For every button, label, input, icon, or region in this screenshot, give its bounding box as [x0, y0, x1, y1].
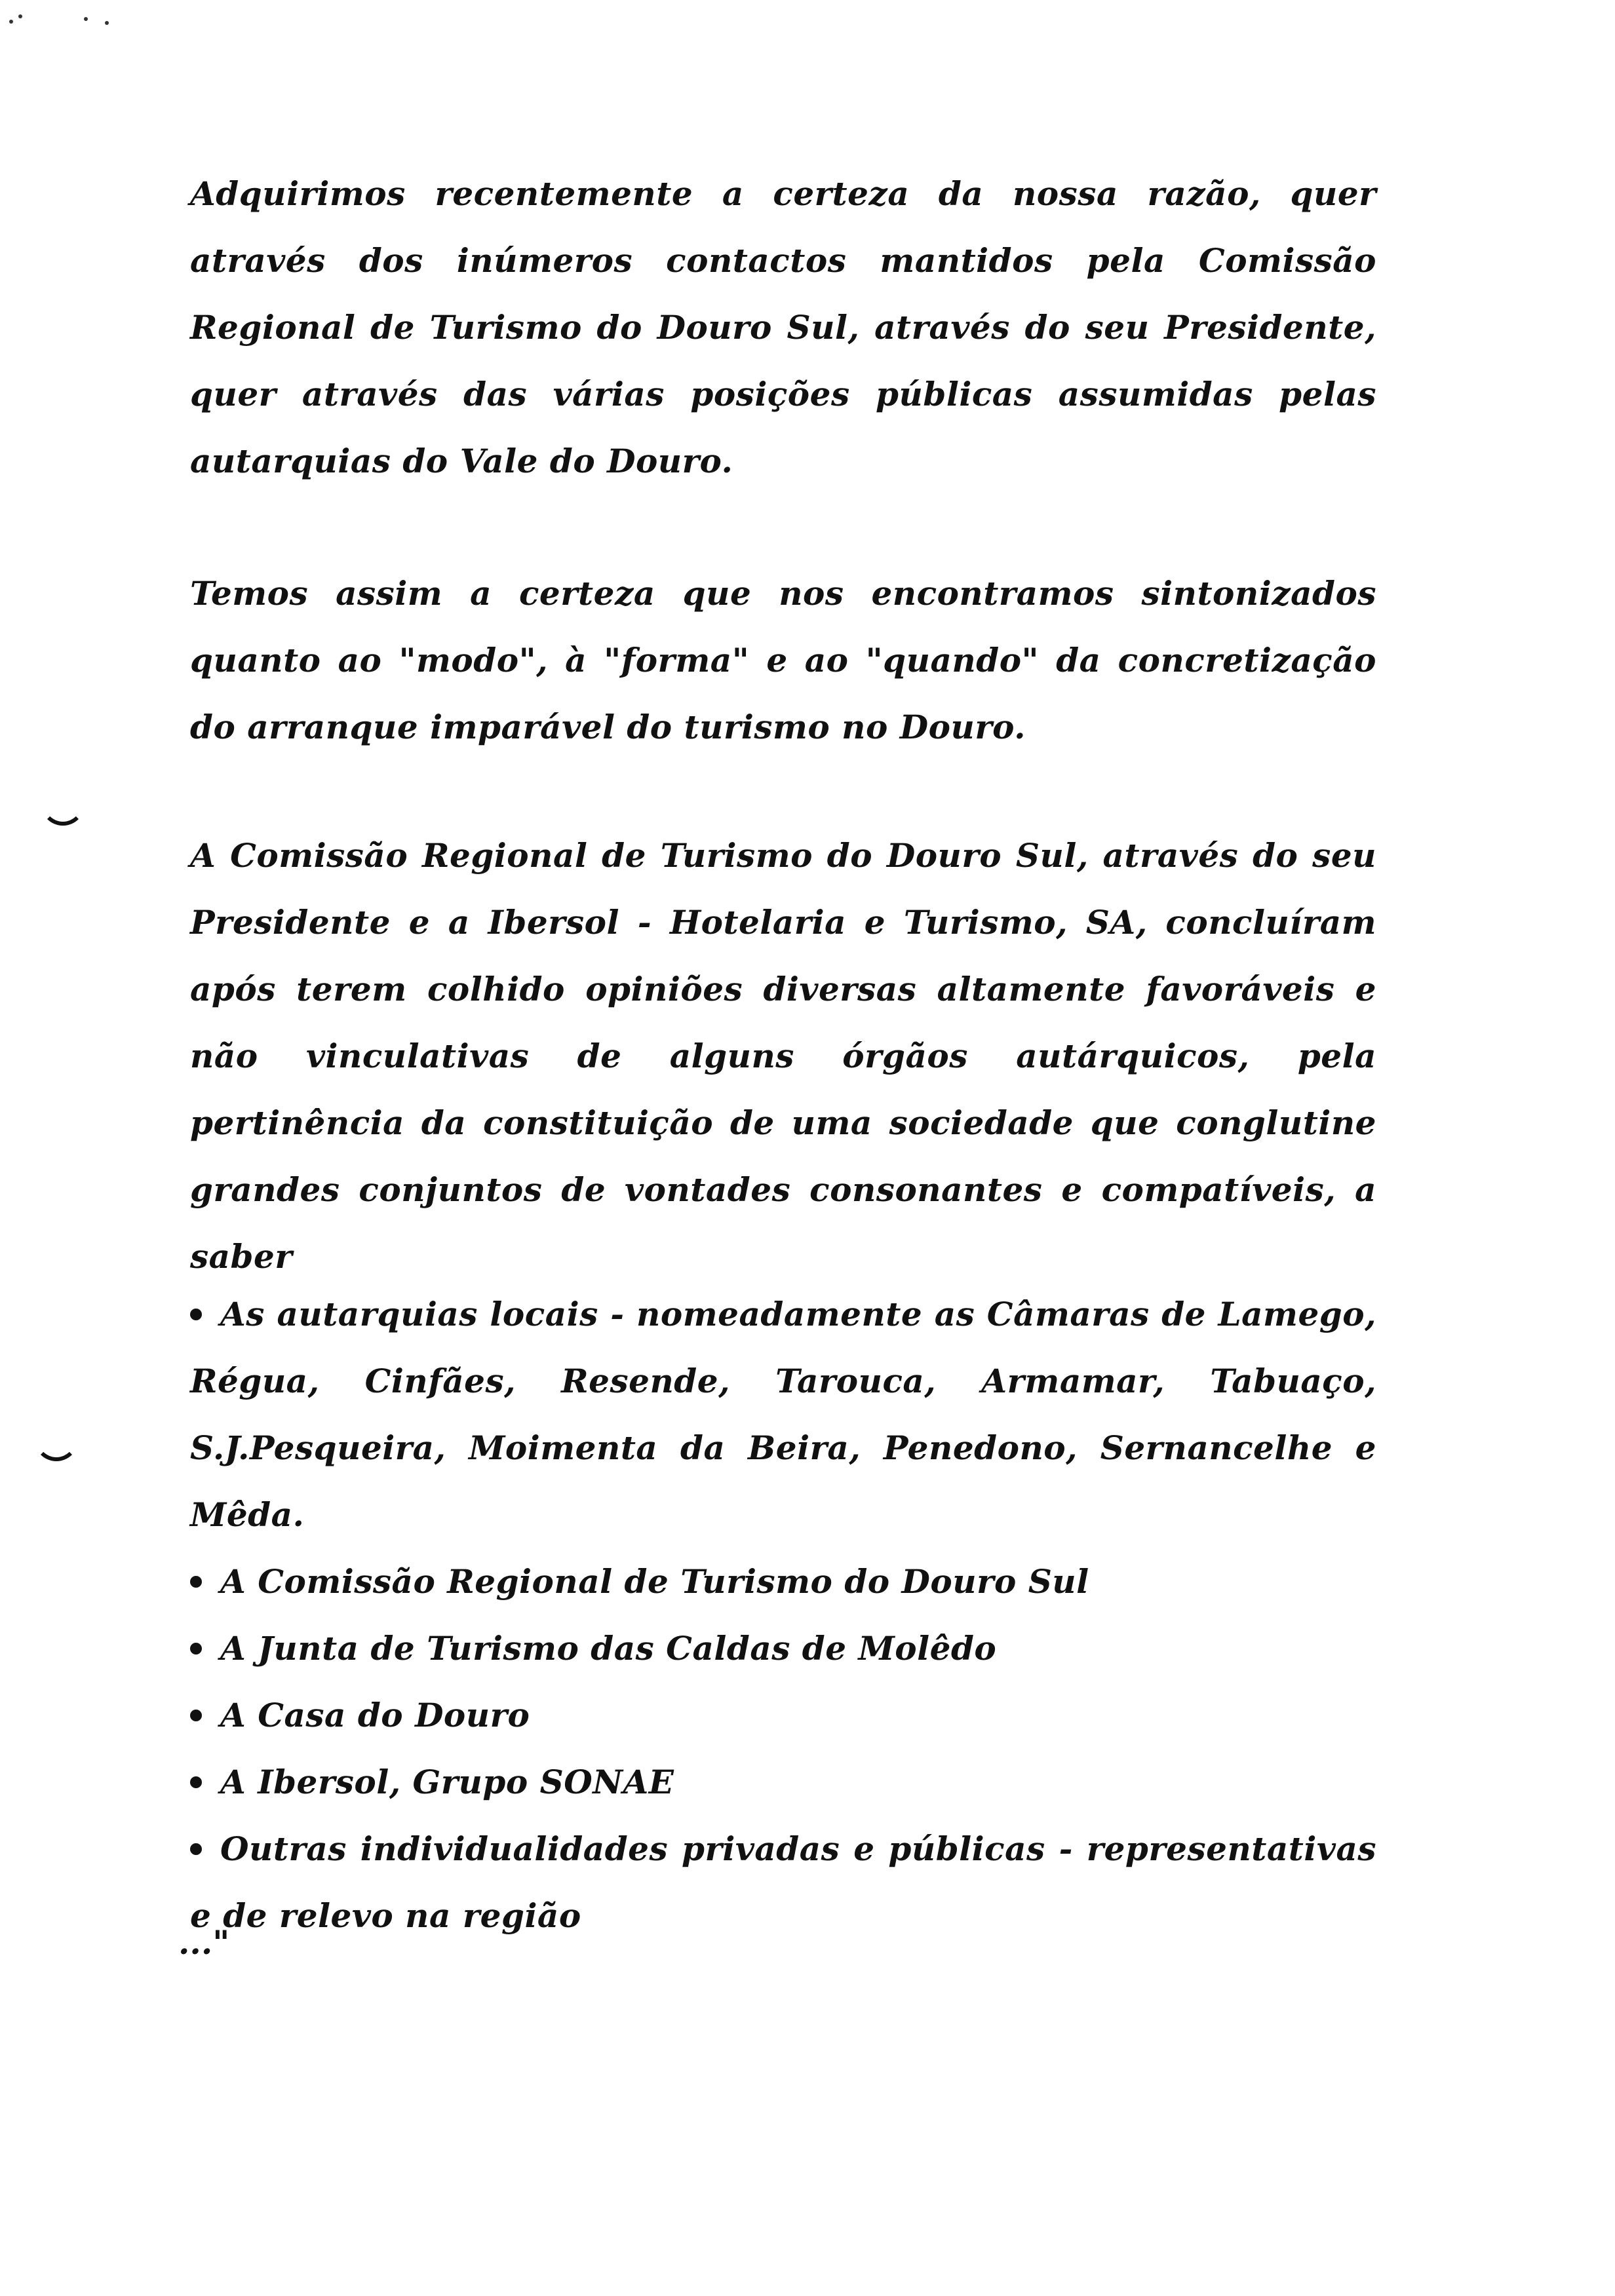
paragraph-1: Adquirimos recentemente a certeza da nossa razão, quer através dos inúmeros contactos mantidos pela Comissão Regional de Turismo do Douro Sul, através do seu Presidente, quer através das várias posições públicas assumidas pelas autarquias do Vale do Douro.	[190, 174, 1376, 480]
bullet-icon	[190, 1309, 202, 1320]
paragraph-3: A Comissão Regional de Turismo do Douro Sul, através do seu Presidente e a Ibersol - Hotelaria e Turismo, SA, concluíram após terem colhido opiniões diversas altamente favoráveis e não vinculativas de alguns órgãos autárquicos, pela pertinência da constituição de uma sociedade que conglutine grandes conjuntos de vontades consonantes e compatíveis, a saber	[190, 836, 1376, 1276]
list-item-text: A Ibersol, Grupo SONAE	[220, 1763, 674, 1801]
scan-dot	[84, 17, 88, 21]
scan-dot	[9, 20, 13, 24]
list-item	[190, 1548, 1376, 1615]
scan-dot	[105, 21, 109, 25]
continuation-mark: ..."	[178, 1923, 230, 1962]
bullet-icon	[190, 1776, 202, 1788]
scan-artifact	[34, 1434, 79, 1461]
list-item	[190, 1281, 1376, 1548]
list-item	[190, 1816, 1376, 1949]
list-item-text: A Casa do Douro	[220, 1696, 530, 1734]
bullet-icon	[190, 1576, 202, 1588]
paragraph-2: Temos assim a certeza que nos encontramos sintonizados quanto ao "modo", à "forma" e ao "quando" da concretização do arranque imparável do turismo no Douro.	[190, 574, 1376, 746]
list-item	[190, 1682, 1376, 1749]
list-item-text: As autarquias locais - nomeadamente as Câmaras de Lamego, Régua, Cinfães, Resende, Tarouca, Armamar, Tabuaço, S.J.Pesqueira, Moimenta da Beira, Penedono, Sernancelhe e Mêda.	[190, 1295, 1376, 1534]
bullet-icon	[190, 1643, 202, 1655]
list-item-text: A Comissão Regional de Turismo do Douro Sul	[220, 1562, 1089, 1601]
bullet-icon	[190, 1843, 202, 1855]
entity-list	[190, 1281, 1376, 1949]
list-item	[190, 1615, 1376, 1682]
list-item	[190, 1749, 1376, 1816]
scan-artifact	[41, 798, 85, 826]
list-item-text: Outras individualidades privadas e públicas - representativas e de relevo na região	[190, 1829, 1376, 1935]
bullet-icon	[190, 1710, 202, 1721]
scan-dot	[18, 14, 22, 18]
list-item-text: A Junta de Turismo das Caldas de Molêdo	[220, 1629, 997, 1668]
